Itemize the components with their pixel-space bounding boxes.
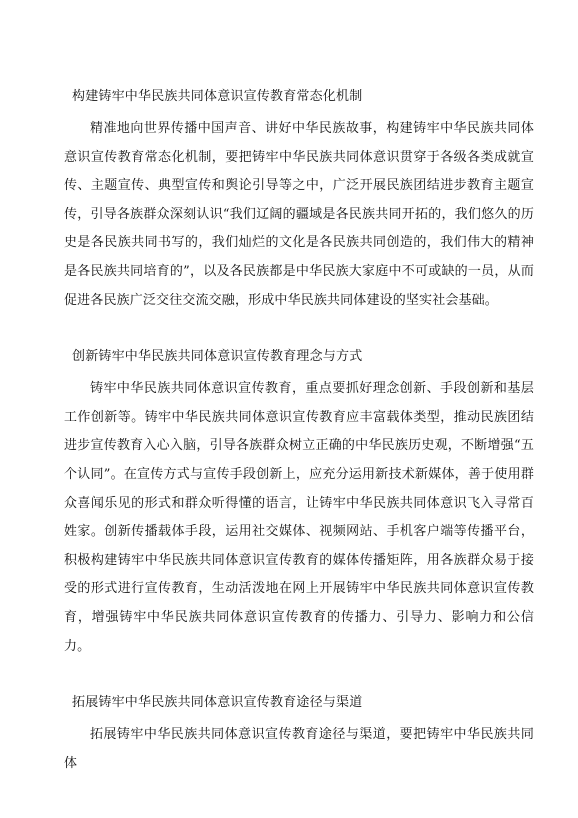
section-paragraph: 精准地向世界传播中国声音、讲好中华民族故事，构建铸牢中华民族共同体意识宣传教育常态化机制，要把铸牢中华民族共同体意识贯穿于各级各类成就宣传、主题宣传、典型宣传和舆论引导等之中，广泛开展民族团结进步教育主题宣传，引导各族群众深刻认识“我们辽阔的疆域是各民族共同开拓的，我们悠久的历史是各民族共同书写的，我们灿烂的文化是各民族共同创造的，我们伟大的精神是各民族共同培育的”，以及各民族都是中华民族大家庭中不可或缺的一员，从而促进各民族广泛交往交流交融，形成中华民族共同体建设的坚实社会基础。	[64, 121, 534, 308]
section-paragraph: 铸牢中华民族共同体意识宣传教育，重点要抓好理念创新、手段创新和基层工作创新等。铸牢中华民族共同体意识宣传教育应丰富载体类型，推动民族团结进步宣传教育入心入脑，引导各族群众树立正确的中华民族历史观，不断增强“五个认同”。在宣传方式与宣传手段创新上，应充分运用新技术新媒体，善于使用群众喜闻乐见的形式和群众听得懂的语言，让铸牢中华民族共同体意识飞入寻常百姓家。创新传播载体手段，运用社交媒体、视频网站、手机客户端等传播平台，积极构建铸牢中华民族共同体意识宣传教育的媒体传播矩阵，用各族群众易于接受的形式进行宣传教育，生动活泼地在网上开展铸牢中华民族共同体意识宣传教育，增强铸牢中华民族共同体意识宣传教育的传播力、引导力、影响力和公信力。	[64, 381, 534, 654]
section-channels	[64, 690, 534, 778]
section-heading: 构建铸牢中华民族共同体意识宣传教育常态化机制	[72, 89, 363, 104]
section-heading: 拓展铸牢中华民族共同体意识宣传教育途径与渠道	[72, 695, 363, 711]
section-innovation	[64, 344, 534, 661]
section-paragraph: 拓展铸牢中华民族共同体意识宣传教育途径与渠道，要把铸牢中华民族共同体	[64, 727, 534, 771]
section-heading: 创新铸牢中华民族共同体意识宣传教育理念与方式	[72, 349, 363, 365]
section-routine-mechanism	[64, 84, 534, 315]
